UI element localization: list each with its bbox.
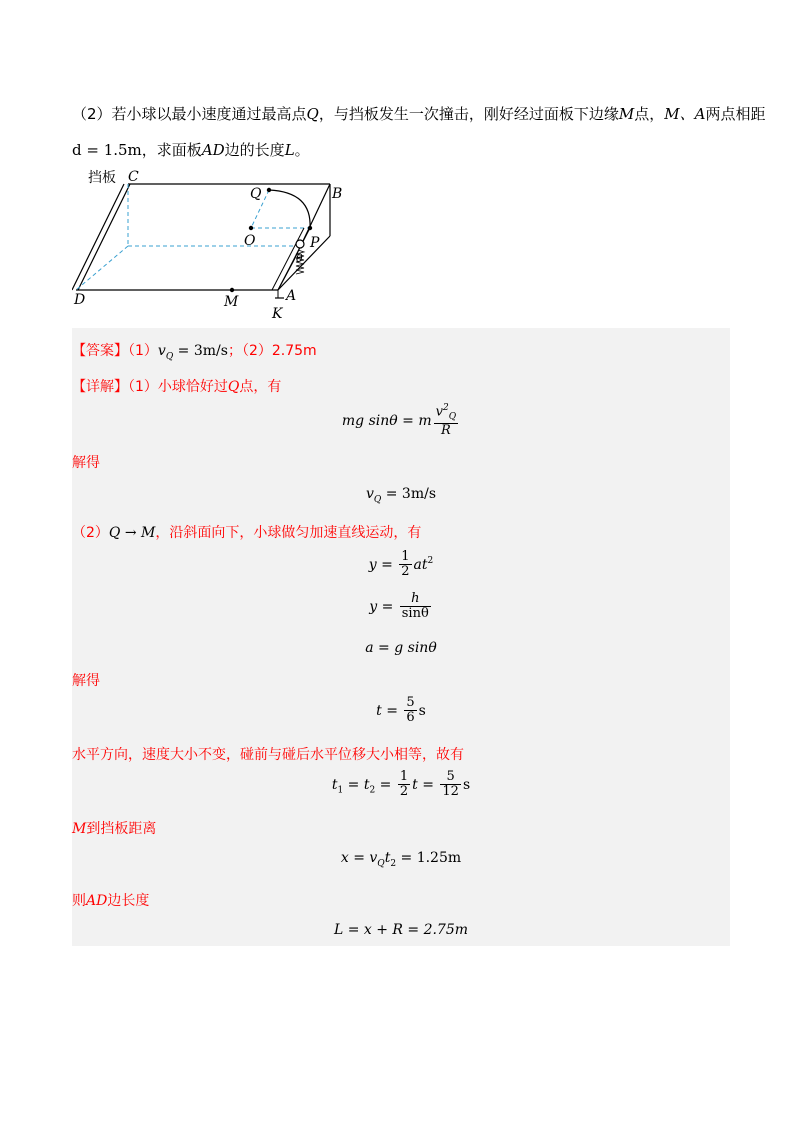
eq7-den2: 12	[442, 784, 459, 800]
distance-equation: d = 1.5m	[72, 141, 142, 159]
answer-sep: ；	[227, 343, 242, 359]
eq3-right: at	[413, 556, 428, 573]
label-baffle: 挡板	[88, 170, 116, 186]
points-ma-label: M、A	[664, 105, 706, 123]
eq1-left: mg sinθ = m	[341, 413, 432, 430]
answer-line	[72, 340, 317, 362]
label-theta: θ	[296, 252, 303, 265]
eq4-left: y =	[369, 598, 398, 615]
m-label: M	[72, 821, 87, 837]
eq8-xv: x = v	[340, 850, 378, 866]
inclined-plane-figure	[72, 162, 372, 322]
solve-label-2: 解得	[72, 673, 100, 689]
eq7-t1-sub: 1	[337, 785, 344, 796]
eq1-fraction	[434, 404, 458, 438]
eq7-t2-sub: 2	[369, 785, 376, 796]
detail-text: ，沿斜面向下，小球做匀加速直线运动，有	[155, 525, 422, 541]
eq8-sub1: Q	[377, 858, 385, 869]
eq1-num: v	[435, 404, 443, 420]
label-d: D	[74, 292, 86, 308]
equation-4	[72, 592, 730, 622]
ad-post: 边长度	[107, 893, 150, 909]
ad-label: AD	[86, 893, 108, 909]
solution-panel	[72, 328, 730, 946]
answer-tag: 【答案】	[72, 343, 128, 359]
eq1-num-sub: Q	[448, 411, 457, 422]
eq6-fraction	[404, 696, 416, 726]
ad-pre: 则	[72, 893, 86, 909]
detail-q: Q	[227, 379, 240, 395]
eq1-den: R	[434, 423, 458, 438]
eq7-den1: 2	[399, 784, 409, 800]
label-k: K	[272, 306, 283, 322]
eq3-sup: 2	[427, 556, 434, 567]
length-l-label: L	[284, 141, 295, 159]
label-m: M	[224, 294, 239, 310]
problem-text: 点，	[634, 105, 665, 123]
answer-v: v	[157, 343, 166, 359]
eq7-t: t =	[412, 776, 439, 793]
problem-text: 边的长度	[224, 141, 285, 159]
label-c: C	[128, 169, 139, 185]
eq3-fraction	[399, 550, 411, 580]
problem-text: 。	[294, 141, 310, 159]
eq3-left: y =	[368, 556, 398, 573]
detail-tag: 【详解】	[72, 379, 128, 395]
m-distance-text	[72, 818, 156, 838]
eq8-sub2: 2	[390, 858, 397, 869]
detail-text: （2）	[72, 525, 109, 541]
eq7-num2: 5	[446, 769, 455, 784]
detail-line-2	[72, 522, 421, 542]
label-p: P	[310, 235, 320, 251]
eq4-num: h	[411, 591, 420, 606]
problem-text: 两点相距	[705, 105, 766, 123]
detail-text: （1）小球恰好过	[128, 379, 228, 395]
problem-text: ，与挡板发生一次撞击，刚好经过面板下边缘	[318, 105, 619, 123]
eq2-value: = 3m/s	[381, 486, 437, 502]
eq7-t1: t	[331, 776, 338, 793]
eq6-unit: s	[418, 702, 426, 719]
answer-v-value: = 3m/s	[173, 343, 228, 359]
eq2-sub: Q	[373, 494, 382, 505]
detail-text: 点，有	[239, 379, 282, 395]
detail-line-1	[72, 376, 281, 396]
eq6-left: t =	[376, 702, 403, 719]
equation-9: L = x + R = 2.75m	[333, 922, 469, 938]
equation-7	[72, 770, 730, 800]
eq7-fraction-1	[398, 770, 410, 800]
eq6-den: 6	[406, 710, 415, 726]
equation-3	[72, 550, 730, 580]
eq4-den: sinθ	[401, 606, 429, 622]
label-q: Q	[250, 186, 262, 202]
answer-v-sub: Q	[165, 351, 174, 362]
equation-1	[72, 404, 730, 438]
eq7-eq: =	[375, 776, 396, 793]
detail-q-to-m: Q → M	[108, 525, 156, 541]
eq8-value: = 1.25m	[396, 850, 462, 866]
answer-part1: （1）	[128, 343, 158, 359]
eq8-t: t	[384, 850, 391, 866]
eq7-unit: s	[462, 776, 471, 793]
eq3-num: 1	[401, 549, 410, 564]
eq2-v: v	[365, 486, 374, 502]
label-a: A	[286, 288, 297, 304]
solve-label-1: 解得	[72, 455, 100, 471]
horizontal-text: 水平方向，速度大小不变，碰前与碰后水平位移大小相等，故有	[72, 747, 464, 763]
eq7-t2: = t	[343, 776, 370, 793]
eq7-num1: 1	[399, 769, 409, 784]
label-o: O	[244, 233, 256, 249]
equation-6	[72, 696, 730, 726]
label-b: B	[332, 186, 343, 202]
eq7-fraction-2	[440, 770, 461, 800]
m-text: 到挡板距离	[86, 821, 157, 837]
eq4-fraction	[400, 592, 431, 622]
eq3-den: 2	[401, 564, 410, 580]
ad-length-text	[72, 890, 149, 910]
point-q-label: Q	[306, 105, 319, 123]
equation-2	[72, 486, 730, 505]
problem-line-1	[72, 96, 766, 132]
problem-text: （2）若小球以最小速度通过最高点	[72, 105, 307, 123]
problem-statement	[72, 96, 766, 168]
problem-text: ，求面板	[141, 141, 202, 159]
eq1-num-sup: 2	[442, 403, 449, 413]
point-m-label: M	[618, 105, 635, 123]
eq6-num: 5	[406, 695, 415, 710]
equation-5: a = g sinθ	[365, 640, 437, 656]
equation-8	[72, 850, 730, 869]
edge-ad-label: AD	[201, 141, 225, 159]
answer-part2: （2）2.75m	[241, 343, 317, 359]
